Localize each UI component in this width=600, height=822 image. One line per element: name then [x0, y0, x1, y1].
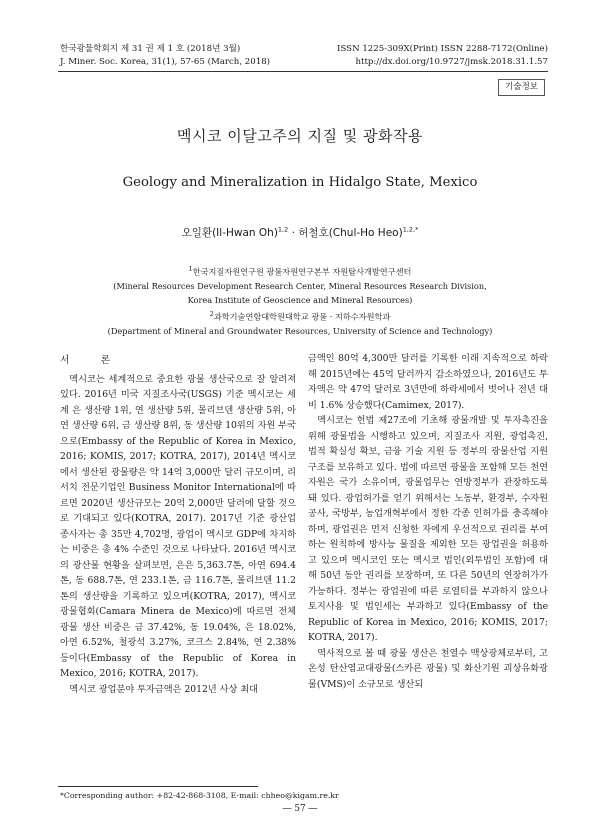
affiliation-marker: 2 [209, 310, 214, 319]
body-paragraph: 역사적으로 볼 때 광물 생산은 천열수 맥상광체로부터, 고온성 탄산염교대광물(스카른 광물) 및 화산기원 괴상유화광물(VMS)이 소규모로 생산되 [308, 647, 548, 690]
affiliation-line [0, 279, 600, 293]
body-column-right [308, 351, 548, 692]
affiliation-text: 한국지질자원연구원 광물자원연구본부 자원탐사개발연구센터 [192, 266, 412, 277]
affiliation-text: (Department of Mineral and Groundwater Resources, University of Science and Technology) [107, 325, 493, 336]
corresponding-author-footnote: *Corresponding author: +82-42-868-3108, E-mail: chheo@kigam.re.kr [60, 791, 339, 800]
affiliation-marker: 1 [188, 265, 193, 273]
affiliation-text: 과학기술연합대학원대학교 광물 · 지하수자원학과 [213, 311, 391, 322]
affiliation-text: (Mineral Resources Development Research Center, Mineral Resources Research Division, [113, 280, 487, 291]
affiliation-line [0, 293, 600, 307]
affiliation-line [0, 324, 600, 338]
body-paragraph: 멕시코는 세계적으로 중요한 광물 생산국으로 잘 알려져 있다. 2016년 미국 지질조사국(USGS) 기준 멕시코는 세계 은 생산량 1위, 연 생산량 5위, 몰리브덴 생산량 5위, 아연 생산량 6위, 금 생산량 8위, 동 생산량 10위의 자원 부국으로(Embassy of the Republic of Korea in Mexico, 2016; KOMIS, 2017; KOTRA, 2017), 2014년 멕시코에서 생산된 광물량은 약 14억 3,000만 달러 규모이며, 리서치 전문기업인 Business Monitor International에 따르면 2020년 생산규모는 20억 2,000만 달러에 달할 것으로 기대되고 있다(KOTRA, 2017). 2017년 기준 광산업 종사자는 총 35만 4,702명, 광업이 멕시코 GDP에 차지하는 비중은 총 4% 수준인 것으로 나타났다. 2016년 멕시코의 광산물 현황을 살펴보면, 은은 5,363.7톤, 아연 694.4톤, 동 688.7톤, 연 233.1톤, 금 116.7톤, 몰리브덴 11.2톤의 생산량을 기록하고 있으며(KOTRA, 2017), 멕시코 광물협회(Camara Minera de Mexico)에 따르면 전체 광물 생산 비중은 금 37.42%, 동 19.04%, 은 18.02%, 아연 6.52%, 철광석 3.27%, 코크스 2.84%, 연 2.38% 등이다(Embassy of the Republic of Korea in Mexico, 2016; KOTRA, 2017). [60, 373, 296, 679]
header-divider [58, 71, 548, 72]
journal-header-left [60, 43, 270, 69]
footnote-divider [58, 786, 258, 787]
affiliation-line [0, 307, 600, 324]
affiliation-text: Korea Institute of Geoscience and Mineral Resources) [187, 294, 413, 305]
journal-citation-english: J. Miner. Soc. Korea, 31(1), 57-65 (March, 2018) [60, 57, 271, 67]
author-2-affiliation: 1,2,* [402, 225, 419, 234]
page-number: ― 57 ― [282, 804, 318, 814]
body-paragraph: 금액인 80억 4,300만 달러를 기록한 이래 지속적으로 하락해 2015년에는 45억 달러까지 감소하였으나, 2016년도 투자액은 약 47억 달러로 3년만에 하락세에서 벗어나 전년 대비 1.6% 상승했다(Camimex, 2017). [308, 353, 548, 411]
doi-link[interactable]: http://dx.doi.org/10.9727/jmsk.2018.31.1.57 [355, 57, 548, 67]
body-column-left [60, 353, 296, 697]
article-type-badge: 기술정보 [498, 79, 545, 96]
affiliations [0, 262, 600, 338]
title-korean: 멕시코 이달고주의 지질 및 광화작용 [177, 127, 423, 145]
author-separator: · [288, 227, 299, 239]
body-paragraph: 멕시코는 헌법 제27조에 기초해 광물개발 및 투자촉진을 위해 광물법을 시행하고 있으며, 지질조사 지원, 광업촉진, 법적 확실성 확보, 금융 기술 지원 등 정부의 광물산업 지원 구조를 보유하고 있다. 법에 따르면 광물을 포함해 모든 천연자원은 국가 소유이며, 광물업무는 연방정부가 관장하도록 돼 있다. 광업허가를 얻기 위해서는 노동부, 환경부, 수자원공사, 국방부, 농업개혁부에서 정한 각종 인허가를 충족해야 하며, 광업권은 먼저 신청한 자에게 우선적으로 권리를 부여하는 원칙하에 방사능 물질을 제외한 모든 광업권을 허용하고 있으며 멕시코인 또는 멕시코 법인(외투법인 포함)에 대해 50년 동안 권리를 보장하며, 또 다른 50년의 연장허가가 가능하다. 정부는 광업권에 따른 로열티를 부과하지 않으나 토지사용 및 법인세는 부과하고 있다(Embassy of the Republic of Korea in Mexico, 2016; KOMIS, 2017; KOTRA, 2017). [308, 415, 548, 643]
issn-line: ISSN 1225-309X(Print) ISSN 2288-7172(Online) [337, 44, 548, 54]
journal-header-right [337, 43, 548, 69]
author-list [0, 225, 600, 240]
title-english: Geology and Mineralization in Hidalgo State, Mexico [122, 175, 478, 190]
body-paragraph: 멕시코 광업분야 투자금액은 2012년 사상 최대 [69, 683, 259, 695]
affiliation-line [0, 262, 600, 279]
author-2: 허철호(Chul-Ho Heo) [298, 227, 403, 239]
author-1-affiliation: 1,2 [277, 225, 289, 234]
journal-citation-korean: 한국광물학회지 제 31 권 제 1 호 (2018년 3월) [60, 44, 241, 54]
author-1: 오일환(Il-Hwan Oh) [181, 227, 278, 239]
section-heading-introduction: 서 론 [60, 355, 125, 366]
